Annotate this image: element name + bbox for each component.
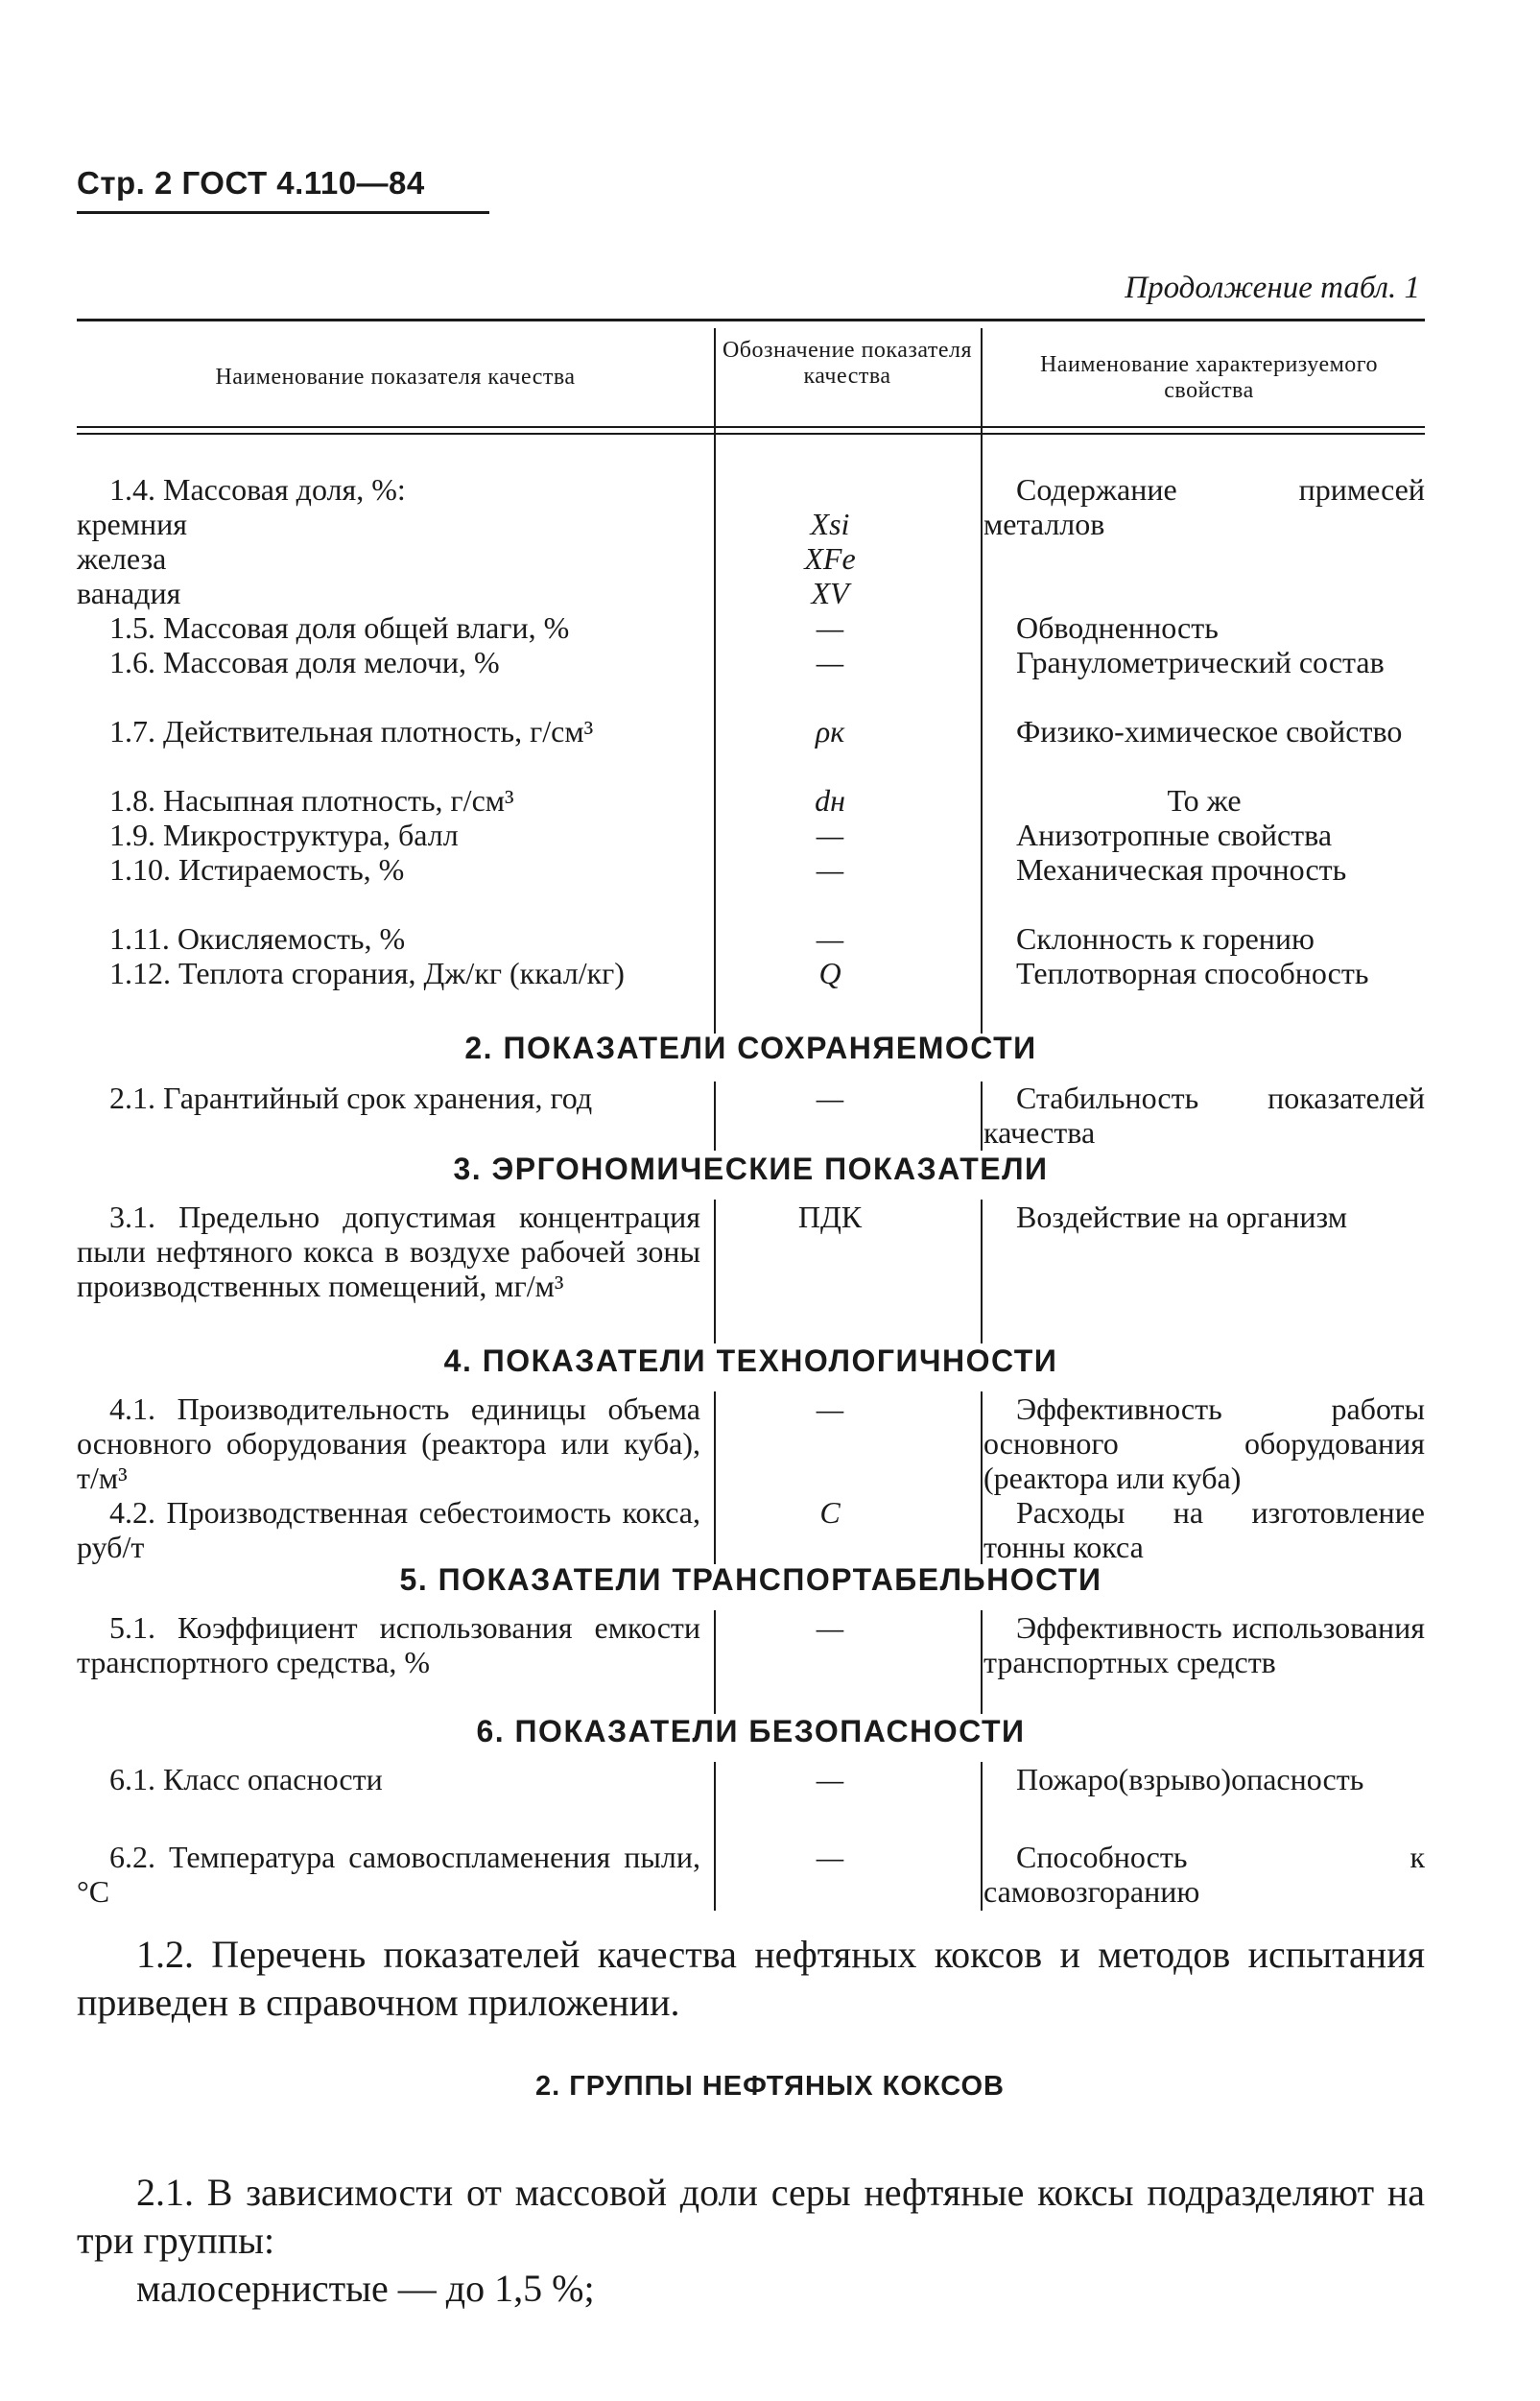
row-property: Обводненность (1016, 610, 1219, 645)
row-property: Теплотворная способность (1016, 956, 1369, 990)
row-property: Стабильность показателей качества (983, 1081, 1425, 1150)
row-property: Склонность к горению (1016, 921, 1315, 956)
row-symbol: Q (818, 956, 841, 990)
header-rule-1 (77, 426, 1425, 428)
section-heading: 6. ПОКАЗАТЕЛИ БЕЗОПАСНОСТИ (476, 1714, 1026, 1748)
row-name: 1.12. Теплота сгорания, Дж/кг (ккал/кг) (109, 956, 625, 990)
row-property: Способность к самовозгоранию (983, 1840, 1425, 1909)
row-name: 1.6. Массовая доля мелочи, % (109, 645, 500, 679)
table-top-rule (77, 319, 1425, 321)
row-name: 1.11. Окисляемость, % (109, 921, 406, 956)
row-symbol: ПДК (797, 1200, 863, 1234)
row-property: Пожаро(взрыво)опасность (1016, 1762, 1364, 1796)
row-symbol: — (816, 1391, 844, 1426)
body-divider-2 (981, 1082, 983, 1151)
row-symbol: — (816, 1081, 844, 1115)
paragraph-1-2: 1.2. Перечень показателей качества нефтяных коксов и методов испытания приведен в справочном приложении. (77, 1933, 1425, 2024)
page-header: Стр. 2 ГОСТ 4.110—84 (77, 165, 425, 201)
row-name: 4.1. Производительность единицы объема основного оборудования (реактора или куба), т/м³ (77, 1391, 700, 1495)
row-property: Гранулометрический состав (1016, 645, 1385, 679)
section-heading: 4. ПОКАЗАТЕЛИ ТЕХНОЛОГИЧНОСТИ (443, 1343, 1058, 1378)
section-heading: 5. ПОКАЗАТЕЛИ ТРАНСПОРТАБЕЛЬНОСТИ (399, 1562, 1102, 1597)
row-symbol: — (816, 1610, 844, 1645)
body-divider-2 (981, 1762, 983, 1911)
section-heading: 2. ПОКАЗАТЕЛИ СОХРАНЯЕМОСТИ (464, 1031, 1037, 1065)
row-symbol: C (819, 1495, 841, 1530)
row-symbol: — (816, 645, 844, 679)
header-col-property: Наименование характеризуемого свойства (1039, 352, 1379, 403)
row-name: 1.8. Насыпная плотность, г/см³ (109, 783, 514, 818)
row-symbol: — (816, 818, 844, 852)
row-symbol: — (816, 610, 844, 645)
row-name: 6.2. Температура самовоспламенения пыли, °С (77, 1840, 700, 1909)
row-property: Воздействие на организм (1016, 1200, 1347, 1234)
row-name: 4.2. Производственная себестоимость кокса, руб/т (77, 1495, 700, 1564)
row-symbol: XFe (804, 541, 856, 576)
row-symbol: — (816, 1762, 844, 1796)
row-symbol: ρк (815, 714, 845, 749)
row-symbol: — (816, 852, 844, 887)
row-symbol: dн (815, 783, 845, 818)
header-rule-2 (77, 433, 1425, 435)
row-property: Расходы на изготовление тонны кокса (983, 1495, 1425, 1564)
row-name: 1.4. Массовая доля, %: (109, 472, 406, 507)
row-property: Анизотропные свойства (1016, 818, 1333, 852)
body-divider-2 (981, 443, 983, 1034)
paragraph-2-1: 2.1. В зависимости от массовой доли серы нефтяные коксы подразделяют на три группы: (77, 2171, 1425, 2262)
row-name: 6.1. Класс опасности (109, 1762, 383, 1796)
row-symbol: Xsi (810, 507, 850, 541)
row-name: 5.1. Коэффициент использования емкости транспортного средства, % (77, 1610, 700, 1679)
row-symbol: XV (811, 576, 849, 610)
row-name: 1.9. Микроструктура, балл (109, 818, 459, 852)
row-name: 3.1. Предельно допустимая концентрация пыли нефтяного кокса в воздухе рабочей зоны производственных помещений, мг/м³ (77, 1200, 700, 1303)
row-name: 1.7. Действительная плотность, г/см³ (109, 714, 594, 749)
header-col-name: Наименование показателя качества (215, 365, 576, 390)
row-name: 1.10. Истираемость, % (109, 852, 405, 887)
section-heading: 3. ЭРГОНОМИЧЕСКИЕ ПОКАЗАТЕЛИ (453, 1152, 1049, 1186)
row-name: ванадия (77, 576, 181, 610)
row-name: кремния (77, 507, 187, 541)
row-property: Механическая прочность (1016, 852, 1347, 887)
row-name: железа (77, 541, 167, 576)
row-property: Эффективность работы основного оборудования (реактора или куба) (983, 1391, 1425, 1495)
body-divider-2 (981, 1610, 983, 1714)
row-property: Содержание примесей металлов (983, 472, 1425, 541)
row-property: Эффективность использования транспортных средств (983, 1610, 1425, 1679)
row-name: 1.5. Массовая доля общей влаги, % (109, 610, 570, 645)
table-continuation-label: Продолжение табл. 1 (1125, 271, 1420, 305)
section-2-heading: 2. ГРУППЫ НЕФТЯНЫХ КОКСОВ (535, 2071, 1005, 2102)
row-property: Физико-химическое свойство (1016, 714, 1403, 749)
row-symbol: — (816, 1840, 844, 1874)
header-rule (77, 211, 489, 214)
body-divider-2 (981, 1391, 983, 1564)
body-divider-2 (981, 1200, 983, 1343)
row-property: То же (1167, 783, 1242, 818)
row-name: 2.1. Гарантийный срок хранения, год (109, 1081, 593, 1115)
row-symbol: — (816, 921, 844, 956)
list-item-low-sulfur: малосернистые — до 1,5 %; (136, 2267, 595, 2310)
header-col-symbol: Обозначение показателя качества (722, 338, 973, 389)
